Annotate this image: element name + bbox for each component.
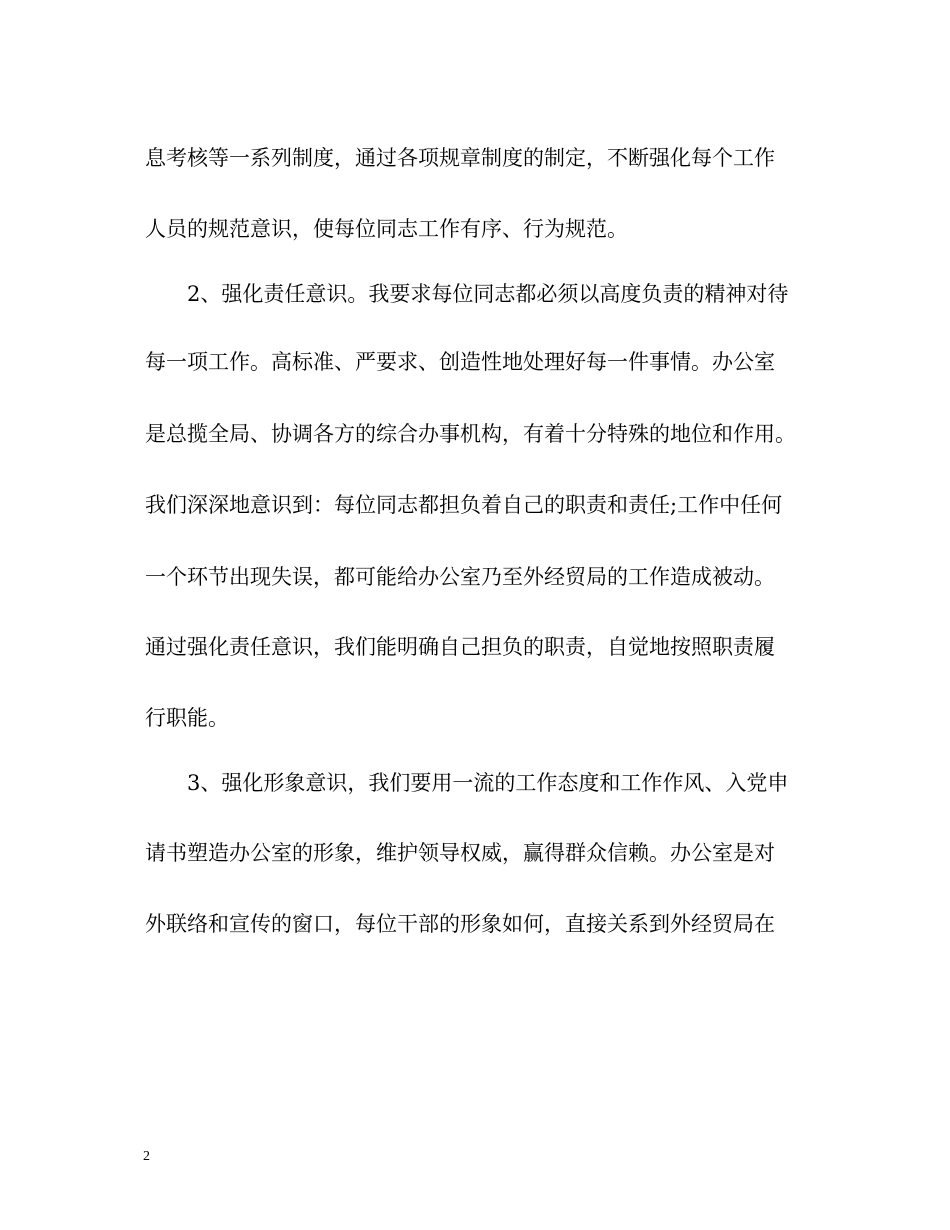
text-line: 一个环节出现失误，都可能给办公室乃至外经贸局的工作造成被动。	[145, 565, 775, 589]
text-line: 我们深深地意识到：每位同志都担负着自己的职责和责任;工作中任何	[145, 493, 783, 517]
text-line: 人员的规范意识，使每位同志工作有序、行为规范。	[145, 217, 628, 241]
text-line: 每一项工作。高标准、严要求、创造性地处理好每一件事情。办公室	[145, 350, 775, 374]
paragraph-start-line: 2、强化责任意识。我要求每位同志都必须以高度负责的精神对待	[187, 282, 789, 306]
text-line: 行职能。	[145, 706, 229, 730]
page-number: 2	[143, 1149, 150, 1164]
text-line: 是总揽全局、协调各方的综合办事机构，有着十分特殊的地位和作用。	[145, 422, 796, 446]
text-line: 外联络和宣传的窗口，每位干部的形象如何，直接关系到外经贸局在	[145, 912, 775, 936]
text-line: 通过强化责任意识，我们能明确自己担负的职责，自觉地按照职责履	[145, 635, 775, 659]
text-line: 请书塑造办公室的形象，维护领导权威，赢得群众信赖。办公室是对	[145, 841, 775, 865]
text-line: 息考核等一系列制度，通过各项规章制度的制定，不断强化每个工作	[145, 146, 775, 170]
paragraph-start-line: 3、强化形象意识，我们要用一流的工作态度和工作作风、入党申	[187, 771, 789, 795]
